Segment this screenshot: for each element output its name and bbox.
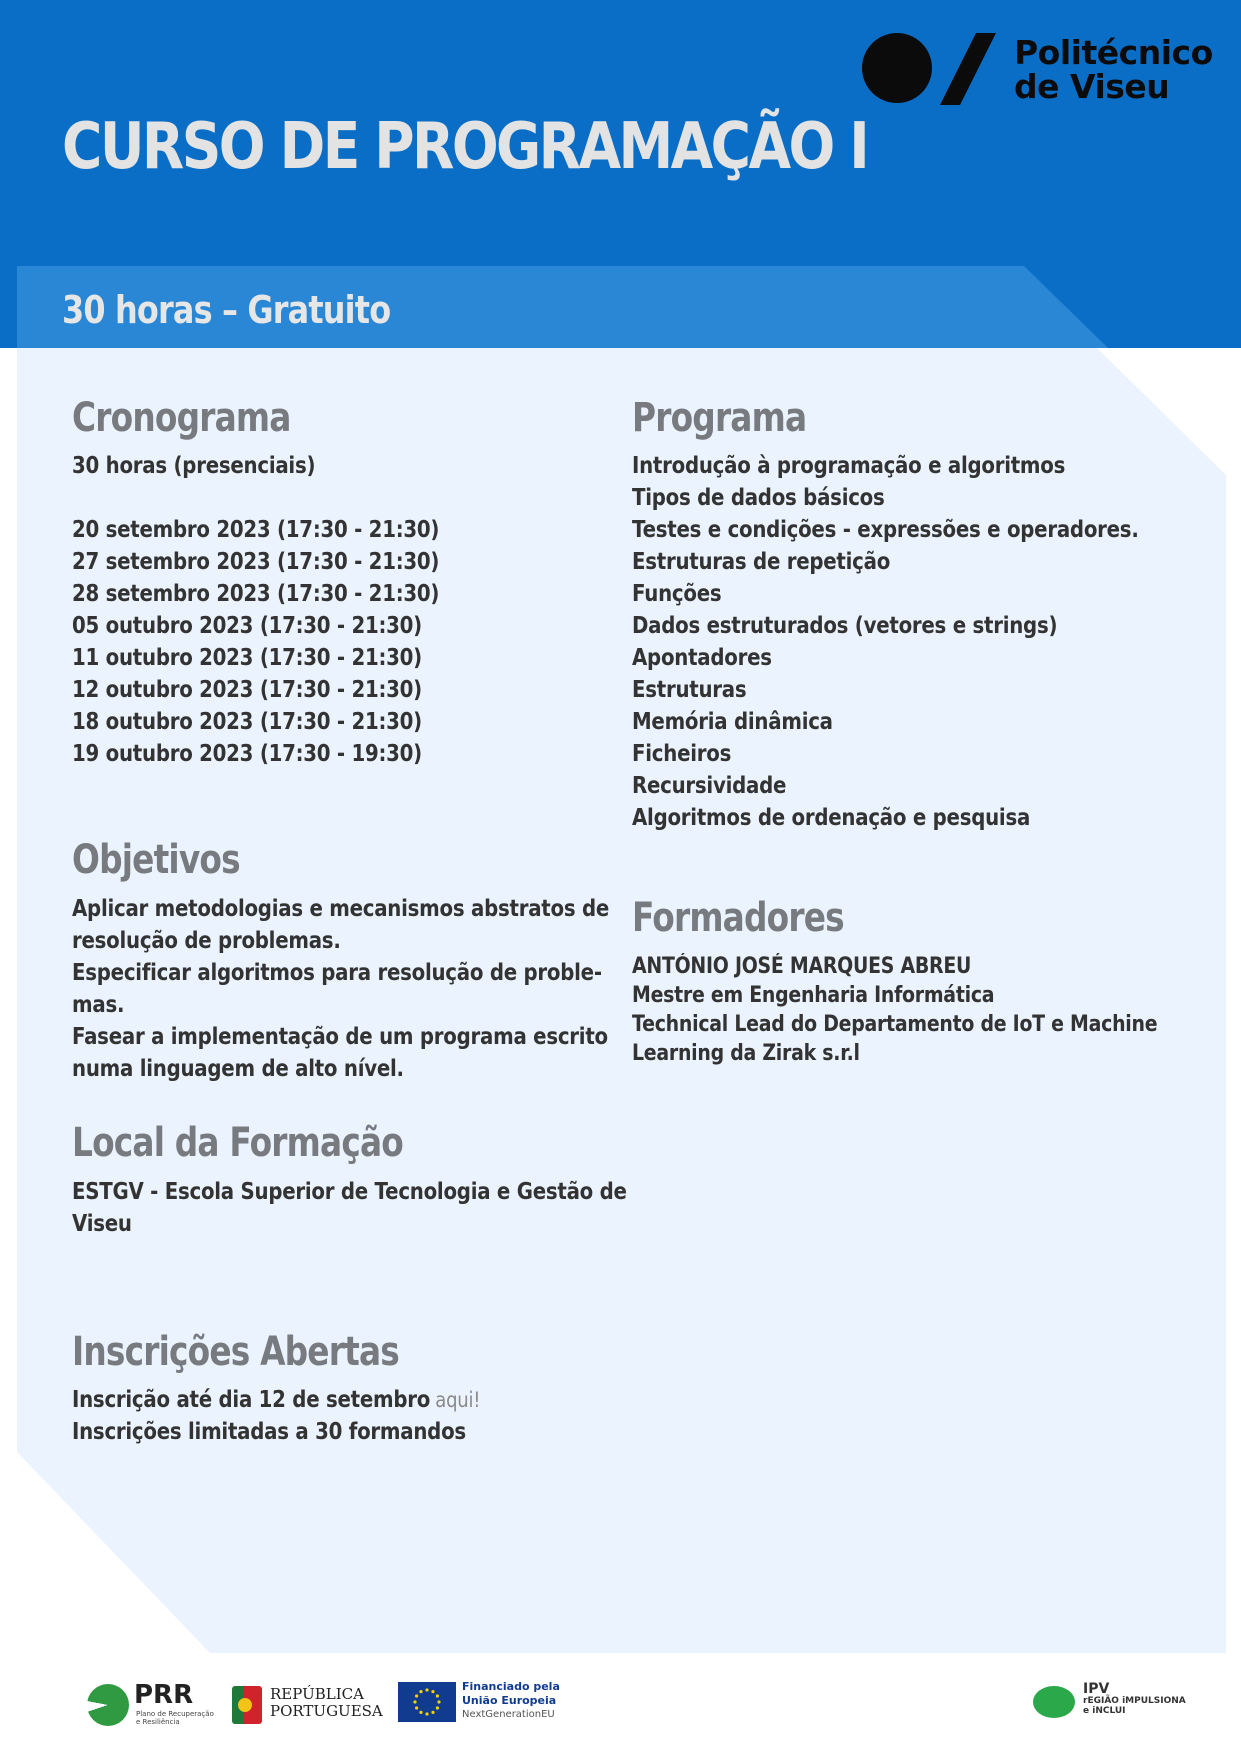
ipv-title: IPV (1083, 1681, 1110, 1697)
inscricoes-limit: Inscrições limitadas a 30 formandos (72, 1419, 466, 1445)
logo-line-1: Politécnico (1014, 33, 1213, 72)
objetivos-line: numa linguagem de alto nível. (72, 1056, 404, 1082)
cronograma-list (72, 450, 439, 770)
prr-logo-icon (87, 1684, 129, 1726)
ipv-subtitle: e iNCLUI (1083, 1706, 1126, 1716)
objetivos-line: Aplicar metodologias e mecanismos abstratos de (72, 896, 610, 922)
trainer-name: ANTÓNIO JOSÉ MARQUES ABREU (632, 954, 972, 979)
objetivos-line: mas. (72, 992, 125, 1018)
local-line: ESTGV - Escola Superior de Tecnologia e Gestão de (72, 1179, 627, 1205)
programa-topic: Dados estruturados (vetores e strings) (632, 613, 1058, 639)
programa-topic: Tipos de dados básicos (632, 485, 885, 511)
spacer (72, 482, 439, 514)
session-item: 11 outubro 2023 (17:30 - 21:30) (72, 645, 422, 671)
eu-funding-text (462, 1680, 560, 1722)
prr-subtitle-line: e Resiliência (136, 1718, 180, 1726)
programa-topic: Estruturas de repetição (632, 549, 891, 575)
rp-line: PORTUGUESA (270, 1702, 383, 1720)
logo-line-2: de Viseu (1014, 67, 1170, 106)
inscricoes-heading: Inscrições Abertas (72, 1329, 399, 1375)
programa-topic: Apontadores (632, 645, 772, 671)
objetivos-line: Especificar algoritmos para resolução de proble- (72, 960, 602, 986)
trainer-role: Learning da Zirak s.r.l (632, 1041, 860, 1066)
objetivos-heading: Objetivos (72, 837, 240, 883)
local-line: Viseu (72, 1211, 132, 1237)
session-item: 05 outubro 2023 (17:30 - 21:30) (72, 613, 422, 639)
programa-topic: Recursividade (632, 773, 787, 799)
subtitle: 30 horas – Gratuito (62, 288, 391, 332)
cronograma-intro: 30 horas (presenciais) (72, 453, 316, 479)
trainer-degree: Mestre em Engenharia Informática (632, 983, 995, 1008)
footer-logos (0, 1670, 1241, 1740)
programa-list (632, 450, 1139, 834)
session-item: 27 setembro 2023 (17:30 - 21:30) (72, 549, 440, 575)
programa-heading: Programa (632, 395, 807, 441)
eu-line: União Europeia (462, 1694, 557, 1707)
ipv-subtitle: rEGIÃO iMPULSIONA (1083, 1696, 1186, 1706)
republica-portuguesa-logo (270, 1686, 383, 1720)
programa-topic: Testes e condições - expressões e operadores. (632, 517, 1139, 543)
inscricoes-deadline: Inscrição até dia 12 de setembro (72, 1387, 431, 1413)
inscricoes-line (72, 1384, 480, 1416)
ipv-logo-text (1083, 1682, 1186, 1716)
session-item: 12 outubro 2023 (17:30 - 21:30) (72, 677, 422, 703)
inscricoes-text (72, 1384, 480, 1448)
objetivos-line: Fasear a implementação de um programa escrito (72, 1024, 608, 1050)
programa-topic: Algoritmos de ordenação e pesquisa (632, 805, 1031, 831)
prr-logo-text: PRR (134, 1680, 194, 1710)
session-item: 18 outubro 2023 (17:30 - 21:30) (72, 709, 422, 735)
programa-topic: Ficheiros (632, 741, 732, 767)
portugal-emblem-icon (232, 1686, 262, 1724)
page-title: CURSO DE PROGRAMAÇÃO I (62, 110, 868, 184)
programa-topic: Memória dinâmica (632, 709, 833, 735)
eu-flag-icon (398, 1682, 456, 1722)
formadores-heading: Formadores (632, 895, 844, 941)
programa-topic: Estruturas (632, 677, 747, 703)
formadores-text (632, 952, 1157, 1068)
session-item: 20 setembro 2023 (17:30 - 21:30) (72, 517, 440, 543)
programa-topic: Introdução à programação e algoritmos (632, 453, 1066, 479)
ipv-logo-icon (1033, 1686, 1075, 1718)
cronograma-heading: Cronograma (72, 395, 291, 441)
objetivos-text (72, 893, 609, 1085)
eu-line: Financiado pela (462, 1680, 560, 1693)
register-link[interactable]: aqui! (435, 1388, 481, 1412)
session-item: 28 setembro 2023 (17:30 - 21:30) (72, 581, 440, 607)
eu-line: NextGenerationEU (462, 1709, 555, 1720)
trainer-role: Technical Lead do Departamento de IoT e Machine (632, 1012, 1158, 1037)
local-heading: Local da Formação (72, 1120, 403, 1166)
session-item: 19 outubro 2023 (17:30 - 19:30) (72, 741, 422, 767)
objetivos-line: resolução de problemas. (72, 928, 341, 954)
prr-subtitle (136, 1710, 214, 1726)
rp-line: REPÚBLICA (270, 1685, 364, 1703)
local-text (72, 1176, 627, 1240)
programa-topic: Funções (632, 581, 722, 607)
prr-subtitle-line: Plano de Recuperação (136, 1710, 214, 1718)
